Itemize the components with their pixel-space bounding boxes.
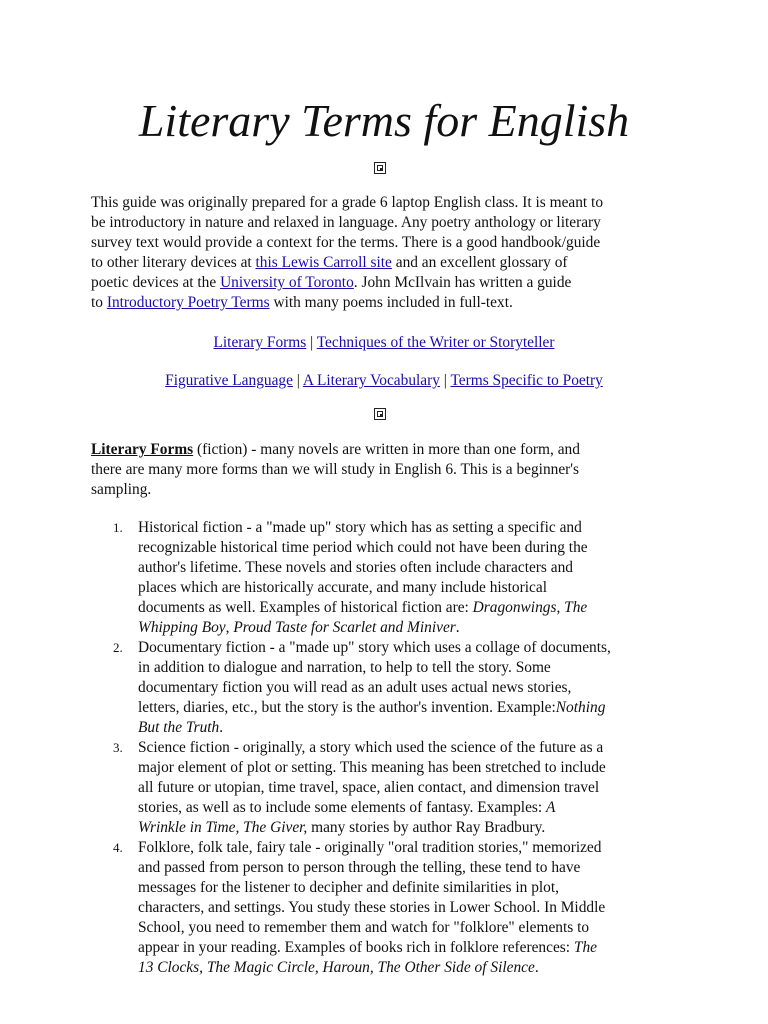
list-number: 3. xyxy=(113,740,123,755)
intro-line: to Introductory Poetry Terms with many poems included in full-text. xyxy=(91,294,513,311)
item-line: 13 Clocks, The Magic Circle, Haroun, The Other Side of Silence. xyxy=(138,959,539,976)
item-line: recognizable historical time period which could not have been during the xyxy=(138,539,588,556)
square-spiral-icon xyxy=(374,408,386,420)
nav-literary-vocabulary-link[interactable]: A Literary Vocabulary xyxy=(302,372,440,389)
nav-poetry-terms-link[interactable]: Terms Specific to Poetry xyxy=(450,372,603,389)
item-line: all future or utopian, time travel, space, alien contact, and dimension travel xyxy=(138,779,600,796)
forms-intro-line: there are many more forms than we will study in English 6. This is a beginner's xyxy=(91,461,580,478)
list-item xyxy=(91,638,691,738)
intro-paragraph xyxy=(91,193,681,313)
item-line: appear in your reading. Examples of books rich in folklore references: The xyxy=(138,939,597,956)
nav-separator: | xyxy=(439,372,451,389)
item-line: and passed from person to person through the telling, these tend to have xyxy=(138,859,581,876)
list-item xyxy=(91,518,691,638)
forms-intro-line: Literary Forms (fiction) - many novels are written in more than one form, and xyxy=(91,441,580,458)
item-line: stories, as well as to include some elements of fantasy. Examples: A xyxy=(138,799,556,816)
intro-line: This guide was originally prepared for a grade 6 laptop English class. It is meant to xyxy=(91,194,604,211)
introductory-poetry-terms-link[interactable]: Introductory Poetry Terms xyxy=(106,294,270,311)
literary-forms-intro xyxy=(91,440,681,500)
item-line: major element of plot or setting. This meaning has been stretched to include xyxy=(138,759,606,776)
nav-separator: | xyxy=(292,372,303,389)
literary-forms-list xyxy=(91,518,691,978)
list-number: 1. xyxy=(113,520,123,535)
item-line: Documentary fiction - a "made up" story which uses a collage of documents, xyxy=(138,639,611,656)
item-line: places which are historically accurate, and many include historical xyxy=(138,579,547,596)
nav-separator: | xyxy=(306,334,317,351)
item-line: in addition to dialogue and narration, to help to tell the story. Some xyxy=(138,659,551,676)
intro-line: to other literary devices at this Lewis Carroll site and an excellent glossary of xyxy=(91,254,568,271)
item-line: School, you need to remember them and watch for "folklore" elements to xyxy=(138,919,590,936)
section-nav-row-1 xyxy=(0,333,768,353)
page-title: Literary Terms for English xyxy=(138,95,630,146)
forms-intro-line: sampling. xyxy=(91,481,152,498)
square-spiral-icon xyxy=(374,162,386,174)
literary-forms-heading: Literary Forms xyxy=(91,441,194,458)
intro-line: survey text would provide a context for the terms. There is a good handbook/guide xyxy=(91,234,601,251)
intro-line: poetic devices at the University of Toronto. John McIlvain has written a guide xyxy=(91,274,572,291)
item-line: author's lifetime. These novels and stories often include characters and xyxy=(138,559,573,576)
university-of-toronto-link[interactable]: University of Toronto xyxy=(220,274,354,291)
item-line: documentary fiction you will read as an adult uses actual news stories, xyxy=(138,679,572,696)
item-line: letters, diaries, etc., but the story is the author's invention. Example:Nothing xyxy=(138,699,606,716)
item-line: Whipping Boy, Proud Taste for Scarlet and Miniver. xyxy=(138,619,460,636)
item-line: documents as well. Examples of historical fiction are: Dragonwings, The xyxy=(138,599,588,616)
item-line: Science fiction - originally, a story which used the science of the future as a xyxy=(138,739,604,756)
intro-line: be introductory in nature and relaxed in language. Any poetry anthology or literary xyxy=(91,214,601,231)
list-item xyxy=(91,838,691,978)
list-item xyxy=(91,738,691,838)
nav-literary-forms-link[interactable]: Literary Forms xyxy=(213,334,307,351)
item-line: Folklore, folk tale, fairy tale - originally "oral tradition stories," memorized xyxy=(138,839,602,856)
item-line: But the Truth. xyxy=(138,719,224,736)
list-number: 4. xyxy=(113,840,123,855)
item-line: characters, and settings. You study these stories in Lower School. In Middle xyxy=(138,899,606,916)
item-line: Historical fiction - a "made up" story which has as setting a specific and xyxy=(138,519,582,536)
list-number: 2. xyxy=(113,640,123,655)
item-line: messages for the listener to decipher and definite similarities in plot, xyxy=(138,879,559,896)
nav-figurative-language-link[interactable]: Figurative Language xyxy=(165,372,293,389)
lewis-carroll-link[interactable]: this Lewis Carroll site xyxy=(255,254,392,271)
item-line: Wrinkle in Time, The Giver, many stories by author Ray Bradbury. xyxy=(138,819,546,836)
section-nav-row-2 xyxy=(0,371,768,391)
nav-techniques-link[interactable]: Techniques of the Writer or Storyteller xyxy=(316,334,555,351)
